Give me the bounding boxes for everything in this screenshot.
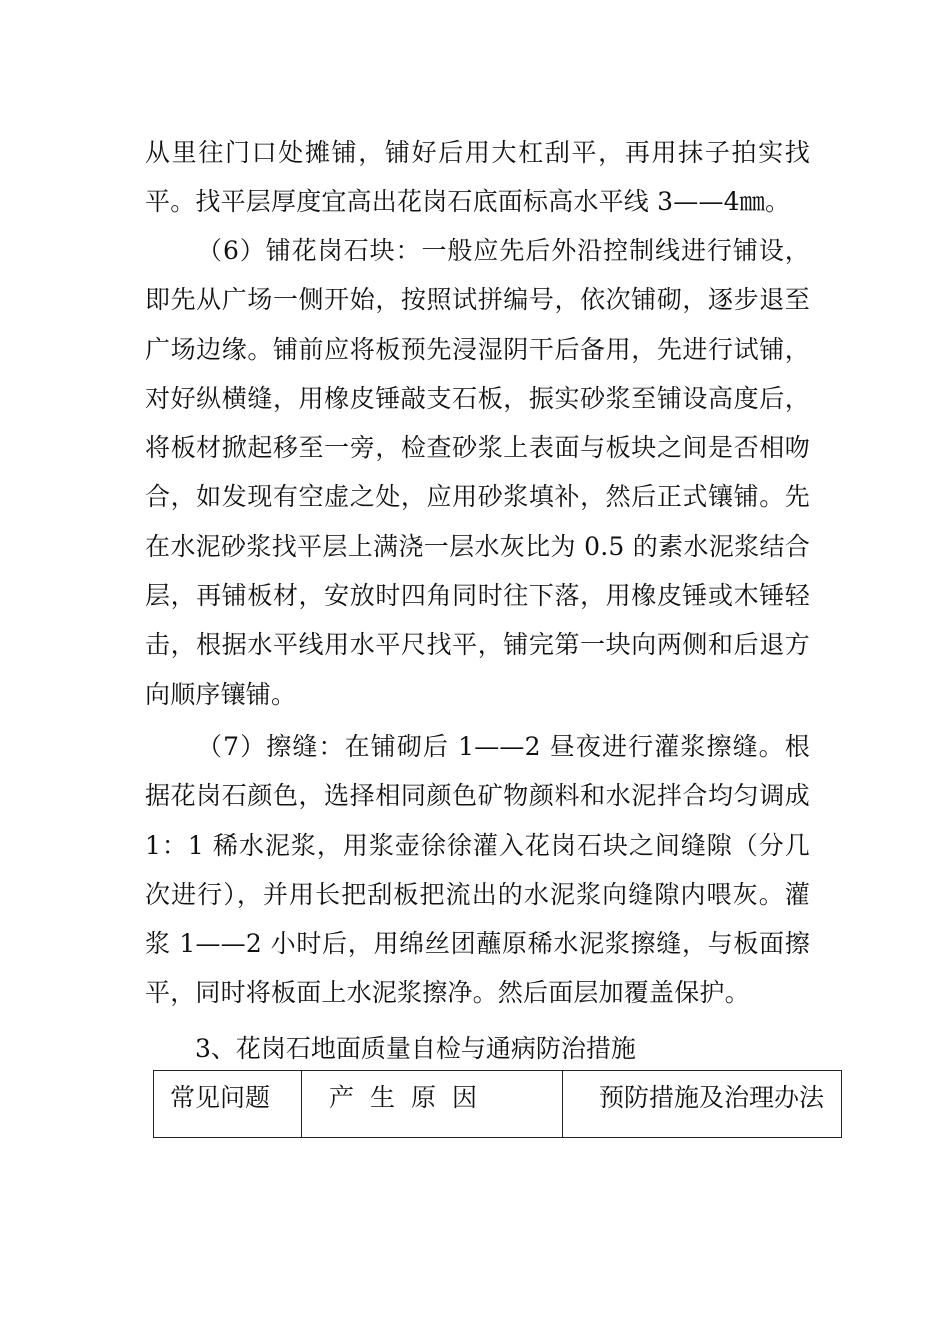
paragraph-leveling-layer: 从里往门口处摊铺，铺好后用大杠刮平，再用抹子拍实找平。找平层厚度宜高出花岗石底面标高水平线 3——4㎜。 (145, 138, 810, 217)
section-heading: 3、花岗石地面质量自检与通病防治措施 (195, 1034, 636, 1063)
header-causes: 产生原因 (302, 1071, 563, 1138)
quality-issues-table (153, 1070, 842, 1138)
table-header-row (154, 1071, 842, 1138)
header-prevention-measures: 预防措施及治理办法 (563, 1071, 842, 1138)
paragraph-laying-granite: （6）铺花岗石块：一般应先后外沿控制线进行铺设，即先从广场一侧开始，按照试拼编号，依次铺砌，逐步退至广场边缘。铺前应将板预先浸湿阴干后备用，先进行试铺，对好纵横缝，用橡皮锤敲支石板，振实砂浆至铺设高度后，将板材掀起移至一旁，检查砂浆上表面与板块之间是否相吻合，如发现有空虚之处，应用砂浆填补，然后正式镶铺。先在水泥砂浆找平层上满浇一层水灰比为 0.5 的素水泥浆结合层，再铺板材，安放时四角同时往下落，用橡皮锤或木锤轻击，根据水平线用水平尺找平，铺完第一块向两侧和后退方向顺序镶铺。 (145, 236, 810, 709)
header-common-problems: 常见问题 (154, 1071, 302, 1138)
paragraph-joint-filling: （7）擦缝：在铺砌后 1——2 昼夜进行灌浆擦缝。根据花岗石颜色，选择相同颜色矿物颜料和水泥拌合均匀调成 1：1 稀水泥浆，用浆壶徐徐灌入花岗石块之间缝隙（分几次进行），并用长把刮板把流出的水泥浆向缝隙内喂灰。灌浆 1——2 小时后，用绵丝团蘸原稀水泥浆擦缝，与板面擦平，同时将板面上水泥浆擦净。然后面层加覆盖保护。 (145, 732, 810, 1008)
